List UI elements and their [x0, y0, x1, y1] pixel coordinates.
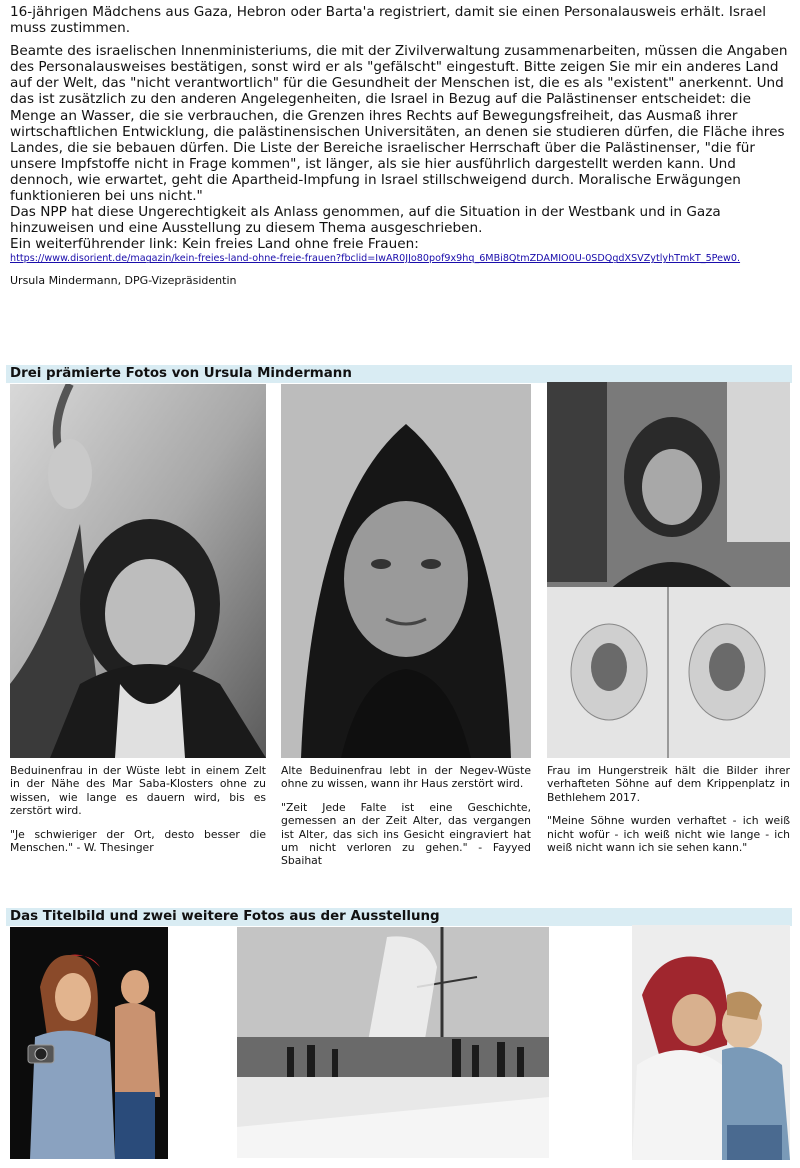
caption-photo-3	[547, 764, 790, 854]
caption-photo-2	[281, 764, 531, 868]
caption-text: Beduinenfrau in der Wüste lebt in einem Zelt in der Nähe des Mar Saba-Klosters ohne zu wissen, wie lange es dauern wird, bis es zerstört wird.	[10, 764, 266, 818]
caption-quote: "Meine Söhne wurden verhaftet - ich weiß nicht wofür - ich weiß nicht wie lange - ich weiß nicht wann ich sie sehen kann."	[547, 814, 790, 855]
paragraph-4: Ein weiterführender link: Kein freies Land ohne freie Frauen:	[10, 236, 419, 253]
caption-text: Frau im Hungerstreik hält die Bilder ihrer verhafteten Söhne auf dem Krippenplatz in Bethlehem 2017.	[547, 764, 790, 804]
further-reading-link[interactable]: https://www.disorient.de/magazin/kein-freies-land-ohne-freie-frauen?fbclid=IwAR0JJo80pof9x9hq_6MBi8QtmZDAMIO0U-0SDQgdXSVZytlyhTmkT_5Pew0.	[10, 253, 741, 265]
photo-old-bedouin-woman-negev	[281, 384, 531, 758]
section-title-exhibition-photos: Das Titelbild und zwei weitere Fotos aus der Ausstellung	[6, 908, 792, 926]
caption-text: Alte Beduinenfrau lebt in der Negev-Wüste ohne zu wissen, wann ihr Haus zerstört wird.	[281, 764, 531, 791]
author-line: Ursula Mindermann, DPG-Vizepräsidentin	[10, 273, 237, 287]
paragraph-2: Beamte des israelischen Innenministeriums, die mit der Zivilverwaltung zusammenarbeiten, müssen die Angaben des Personalausweises bestätigen, sonst wird er als "gefälscht" eingestuft. Bitte zeigen Sie mir ein anderes Land auf der Welt, das "nicht verantwortlich" für die Gesundheit der Menschen ist, die es als "existent" anerkennt. Und das ist zusätzlich zu den anderen Angelegenheiten, die Israel in Bezug auf die Palästinenser entscheidet: die Menge an Wasser, die sie verbrauchen, die Grenzen ihres Rechts auf Bewegungsfreiheit, das Ausmaß ihrer wirtschaftlichen Entwicklung, die palästinensischen Universitäten, an denen sie studieren dürfen, die Fläche ihres Landes, die sie bebauen dürfen. Die Liste der Bereiche israelischer Herrschaft über die Palästinenser, "die für unsere Impfstoffe nicht in Frage kommen", ist länger, als sie hier ausführlich dargestellt werden kann. Und dennoch, wie erwartet, geht die Apartheid-Impfung in Israel stillschweigend durch. Moralische Erwägungen funktionieren bei uns nicht."	[10, 43, 788, 205]
photo-street-scene-overlay	[237, 927, 549, 1158]
article-text	[10, 4, 790, 288]
photo-bedouin-woman-desert	[10, 384, 266, 758]
photo-hunger-strike-mother	[547, 382, 790, 758]
caption-quote: "Je schwieriger der Ort, desto besser die Menschen." - W. Thesinger	[10, 827, 266, 855]
caption-photo-1	[10, 764, 266, 854]
photo-cover-woman-with-camera	[10, 927, 168, 1159]
paragraph-3: Das NPP hat diese Ungerechtigkeit als Anlass genommen, auf die Situation in der Westbank und in Gaza hinzuweisen und eine Ausstellung zu diesem Thema ausgeschrieben.	[10, 204, 721, 237]
caption-quote: "Zeit Jede Falte ist eine Geschichte, gemessen an der Zeit Alter, das vergangen ist Alter, das sich ins Gesicht eingraviert hat um nicht verloren zu gehen." - Fayyed Sbaihat	[281, 800, 531, 868]
photo-woman-hugging-child	[632, 925, 790, 1160]
section-title-awarded-photos: Drei prämierte Fotos von Ursula Mindermann	[6, 365, 792, 383]
paragraph-1: 16-jährigen Mädchens aus Gaza, Hebron oder Barta'a registriert, damit sie einen Personalausweis erhält. Israel muss zustimmen.	[10, 4, 766, 37]
